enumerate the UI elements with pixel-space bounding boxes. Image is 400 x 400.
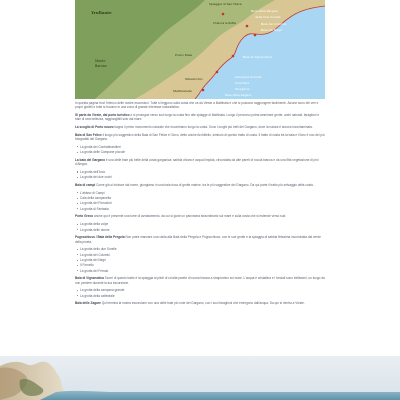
- list-item: Cala della campanella: [80, 196, 325, 200]
- list-item: L'abisso di Campi: [80, 191, 325, 195]
- paragraph-pugnochiuso: [75, 235, 325, 243]
- map-label-vignanotica: Baia di Vignanotica: [243, 55, 272, 59]
- list-item: La grotta dei Contrabbandieri: [80, 145, 325, 149]
- list-item: La grotta del Ferraio: [80, 269, 325, 273]
- list-porto-greco: [75, 222, 325, 232]
- coast-map: [75, 0, 325, 99]
- list-item: La grotta dei Colombi: [80, 253, 325, 257]
- coast-photo-graphic: [0, 356, 400, 400]
- list-item: La grotta delle donne: [80, 228, 325, 232]
- paragraph-porto-nuovo: [75, 125, 325, 129]
- list-item: La grotta della volpe: [80, 222, 325, 226]
- list-item: La grotta dell'Arco: [80, 170, 325, 174]
- heading-porto-greco: Porto Greco: [75, 214, 94, 219]
- text-baia-gargano: è una delle baie più belle della costa garganica: sabbia chiara e acqua limpida, circondata da alte pareti di roccia bianca e da una fitta vegetazione di pini d'Aleppo.: [75, 157, 319, 167]
- paragraph-baia-gargano: [75, 158, 325, 166]
- map-label-pergola: Baia della Pergola: [251, 9, 278, 13]
- heading-baia-campi: Baia di campi: [75, 182, 96, 187]
- map-label-negri: Baia dei Negri: [261, 28, 283, 32]
- intro-paragraph: [75, 101, 325, 109]
- list-item: La grotta delle Campane piccole: [80, 150, 325, 154]
- text-vieste: e si prosegue verso sud lungo la costa fino alle spiagge di Mattinata. Lungo il percorso potrai ammirare grotte, archi naturali, faraglioni e baie di rara bellezza, raggiungibili solo dal mare.: [75, 113, 320, 122]
- map-label-sanfelice: Spiaggia di San Felice: [209, 2, 242, 6]
- map-label-place2: Mattinatella: [173, 89, 192, 93]
- map-label-campana: Campana Grande: [235, 75, 262, 79]
- list-pugnochiuso: [75, 247, 325, 272]
- map-label-barone: Barone: [95, 64, 107, 68]
- map-label-zagare: Baia delle Zagare: [225, 93, 252, 97]
- heading-zagare: Baia delle Zagare: [75, 301, 101, 306]
- map-label-monte: Monte: [95, 59, 106, 63]
- map-label-pozzomele: Pozzo Mele: [175, 53, 193, 57]
- list-san-felice: [75, 145, 325, 155]
- heading-vieste: Si parte da Vieste, dal porto turistico: [75, 113, 130, 117]
- paragraph-porto-greco: [75, 214, 325, 218]
- text-zagare: Qui termina la nostra escursione con una delle baie più note del Gargano, con i suoi faraglioni che emergono dall'acqua. Da qui si rientra a Vieste.: [101, 301, 305, 306]
- map-label-place1: Sfinalicchio: [185, 77, 203, 81]
- heading-vignanotica: Baia di Vignanotica: [75, 276, 104, 281]
- list-item: La grotta dei Negri: [80, 258, 325, 262]
- list-item: La grotta dello due Sorelle: [80, 247, 325, 251]
- paragraph-san-felice: [75, 133, 325, 141]
- coast-photo: [0, 356, 400, 400]
- list-item: Il Fornello: [80, 263, 325, 267]
- text-san-felice: il luogo più suggestivo della Baia di San Felice è l'Arco, detto anche Architiello, simbolo di questo tratto di costa. Il tratto di costa tra la baia e il faro è uno dei più fotografati del Gargano.: [75, 132, 325, 141]
- heading-baia-gargano: La baia del Gargano: [75, 157, 106, 162]
- list-item: La grotta di Fantasia: [80, 207, 325, 211]
- paragraph-baia-campi: [75, 183, 325, 187]
- list-item: La grotta della cattedrale: [80, 294, 325, 298]
- article-body: [75, 101, 325, 356]
- heading-san-felice: Baia di San Felice: [75, 132, 102, 137]
- map-label-colombia: Colombia: [235, 81, 250, 85]
- list-vignanotica: [75, 288, 325, 298]
- map-label-colombi: Baia dei Colombi: [261, 22, 287, 26]
- text-baia-campi: Come già si intuisce dal nome, giungiamo in una baia ricca di grotte marine, tra le più suggestive del Gargano. Da qui parte il tratto più selvaggio della costa.: [96, 182, 314, 187]
- heading-porto-nuovo: La scoglio di Porto nuovo: [75, 125, 114, 129]
- intro-text: In questa pagina trovi l'elenco delle nostre escursioni. Tutte si leggono sulla costa che va da Vieste a Mattinata e che si possono raggiungere facilmente. Alcune sono dei veri e propri gioielli e tutte si trovano in una zona di grande interesse naturalistico.: [75, 101, 319, 110]
- list-item: La grotta della campana grande: [80, 288, 325, 292]
- list-baia-gargano: [75, 170, 325, 180]
- list-item: La grotta dei Pomodori: [80, 201, 325, 205]
- coast-map-graphic: [75, 0, 325, 99]
- map-label-chianca: Chianca le Rotte: [213, 21, 236, 25]
- text-porto-greco: anche qui è presente una torre di avvistamento, da cui si gode un panorama straordinario sul mare e sulla costa che si estende verso sud.: [94, 214, 287, 219]
- text-vignanotica: Scorri di questo tratto è la spiaggia ai piedi di un'alta parete di roccia bianca a strapiombo sul mare. L'acqua è cristallina e i fondali sono bellissimi, un luogo da non perdere durante la tua escursione.: [75, 276, 325, 285]
- heading-pugnochiuso: Pugnochiuso / Baia della Pergola: [75, 235, 125, 240]
- text-porto-nuovo: bagna il primo monumento naturale che incontriamo lungo la costa. Sono i luoghi più belli del Gargano, dove la natura è ancora incontaminata.: [114, 125, 313, 129]
- text-pugnochiuso: Non potrà mancare una visita alla Baia della Pergola e Pugnochiuso, con le sue grotte e la spiaggia di sabbia finissima incorniciata dal verde della pineta.: [75, 235, 321, 244]
- map-label-faraglioni: Faraglioni: [235, 87, 250, 91]
- paragraph-vieste: [75, 113, 325, 121]
- paragraph-zagare: [75, 301, 325, 305]
- map-label-due-sorelle: della Due Sorelle: [255, 15, 281, 19]
- paragraph-vignanotica: [75, 276, 325, 284]
- list-item: La grotta dei due occhi: [80, 175, 325, 179]
- map-label-trullante: Trullante: [91, 10, 112, 15]
- list-baia-campi: [75, 191, 325, 211]
